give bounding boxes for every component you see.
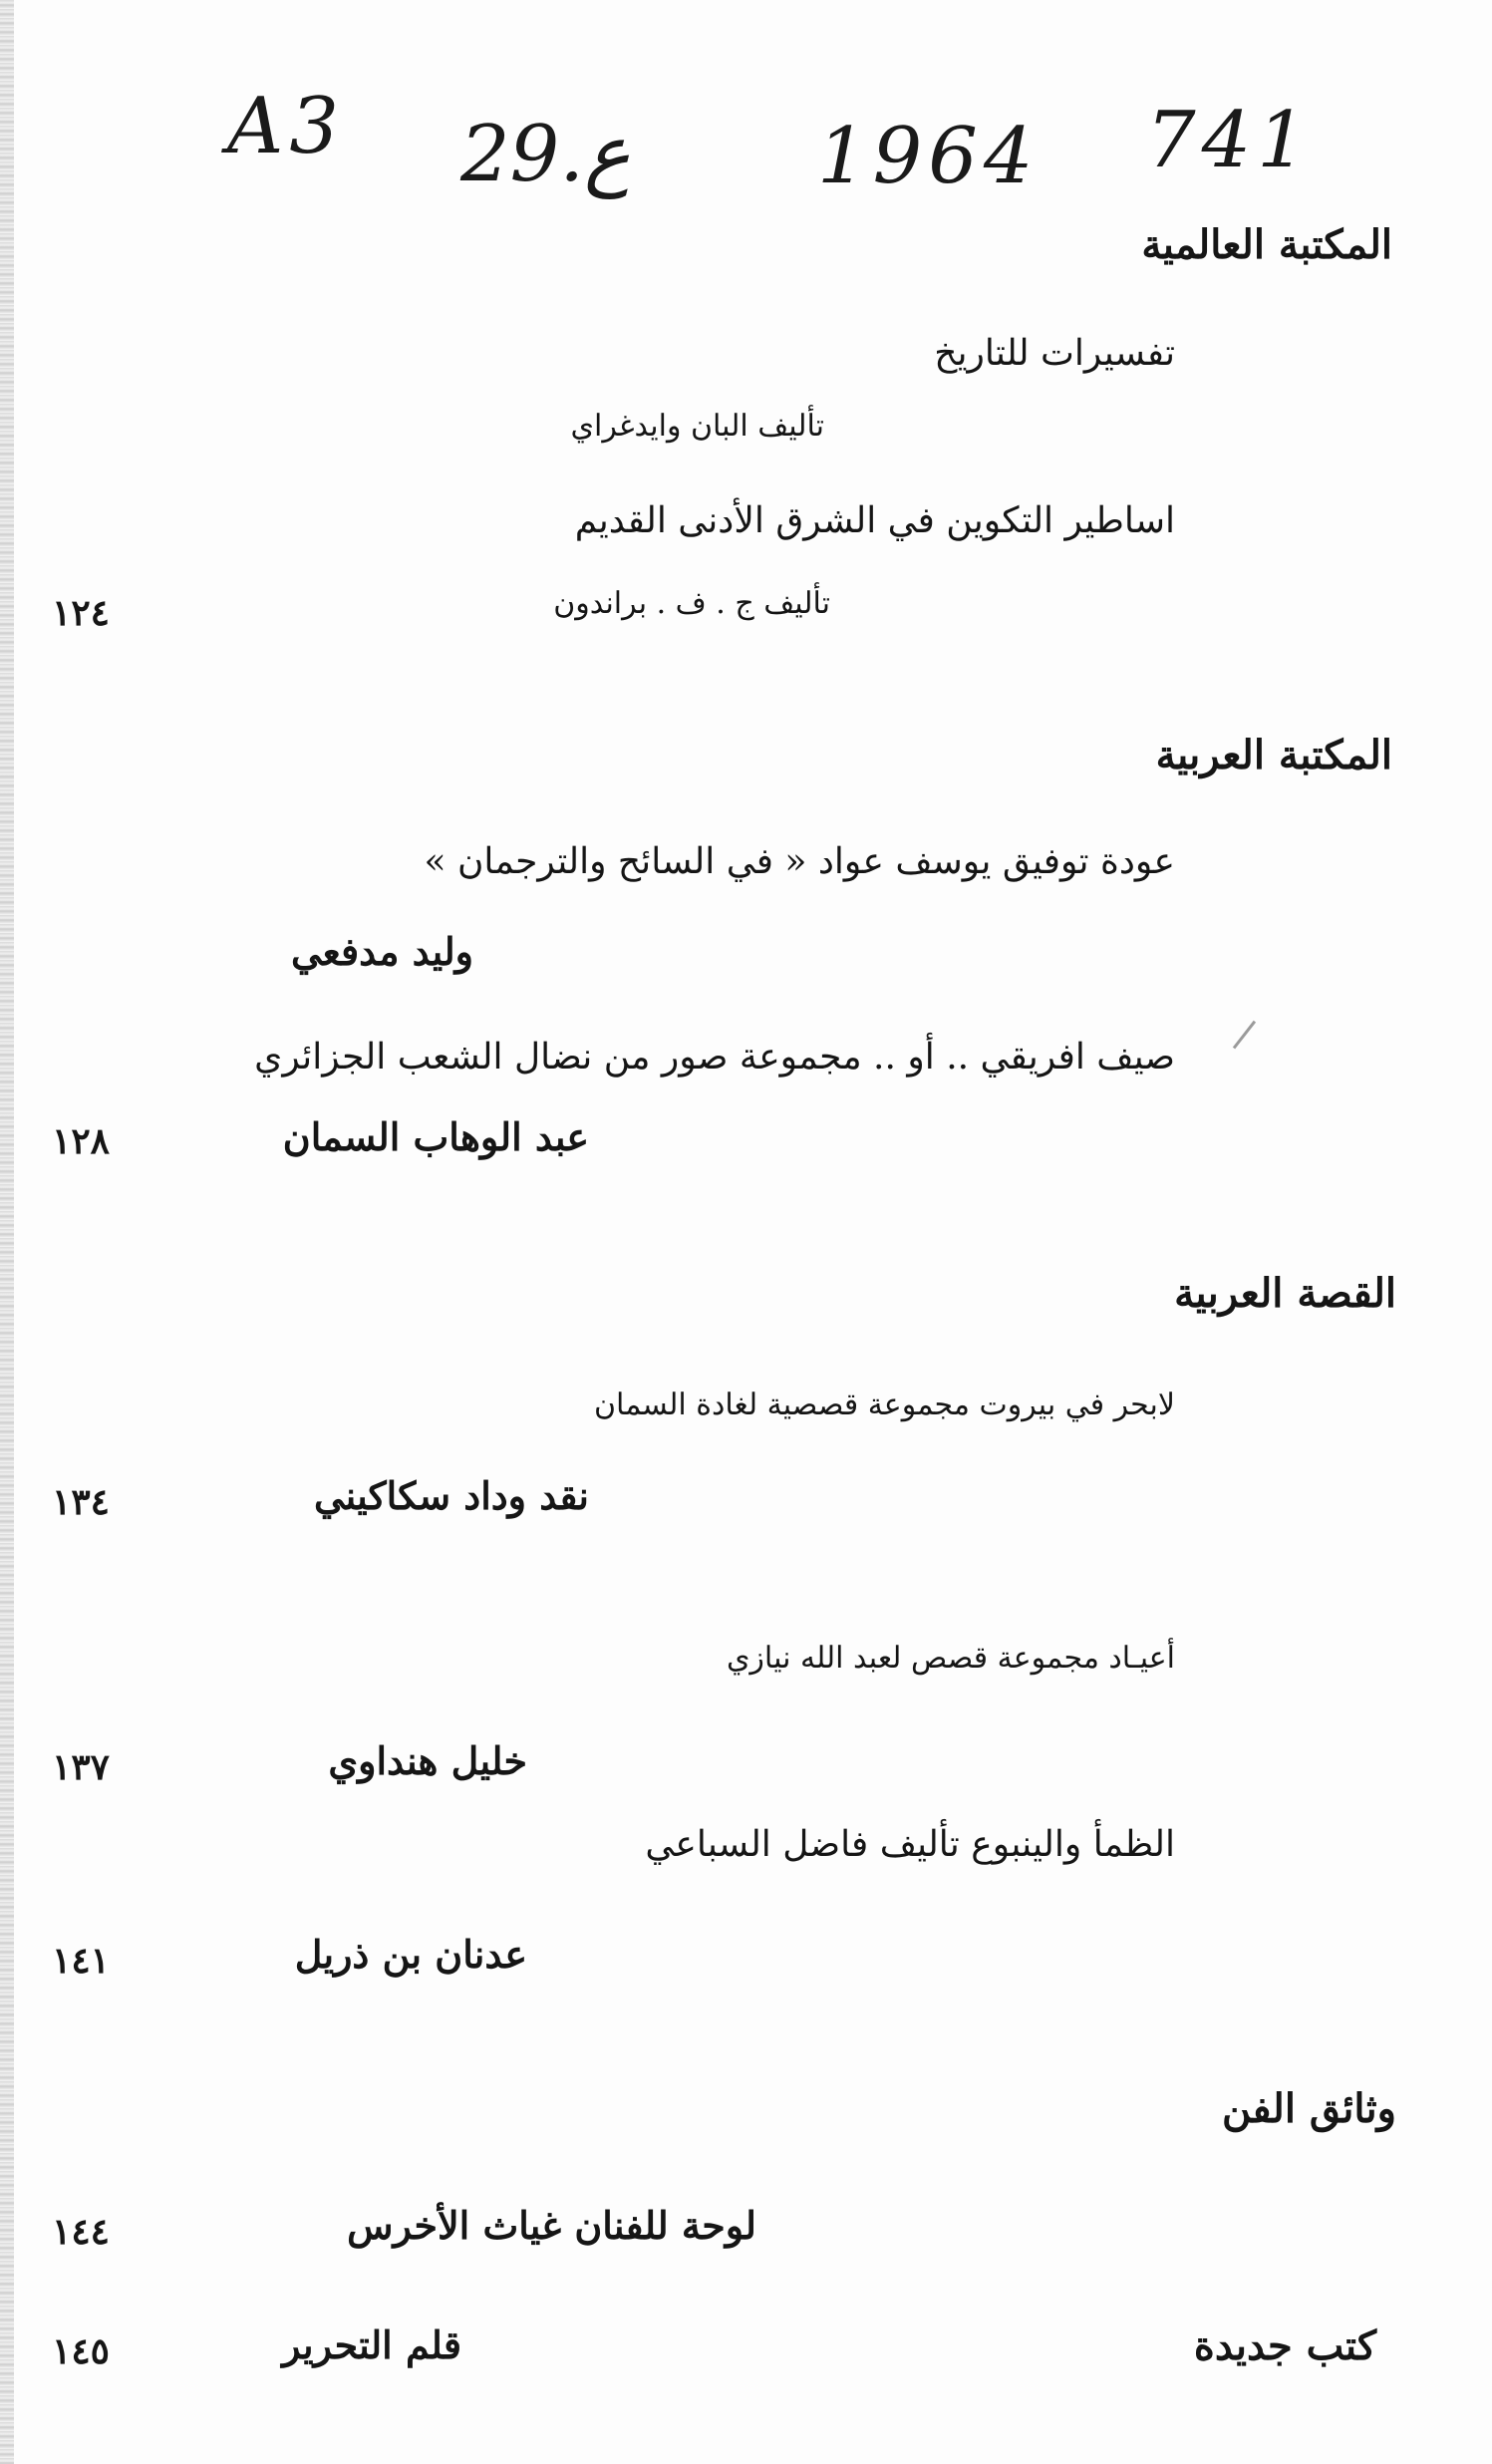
entry-author: عدنان بن ذريل: [294, 1932, 527, 1977]
page-number: ١٤٥: [52, 2330, 111, 2372]
page-number: ١٤١: [52, 1940, 111, 1982]
handwritten-issue: 29.ع: [460, 110, 631, 199]
entry-title: لابحر في بيروت مجموعة قصصية لغادة السمان: [594, 1387, 1175, 1422]
entry-title: تفسيرات للتاريخ: [934, 333, 1175, 374]
entry-byline: تأليف البان وايدغراي: [570, 409, 824, 444]
page-number: ١٣٤: [52, 1481, 111, 1523]
handwritten-number: 741: [1146, 96, 1313, 185]
page-number: ١٢٤: [52, 592, 111, 634]
section-heading-art-documents: وثائق الفن: [1221, 2085, 1396, 2132]
entry-author: وليد مدفعي: [290, 929, 473, 974]
entry-title: لوحة للفنان غياث الأخرس: [347, 2203, 756, 2248]
entry-byline: تأليف ج . ف . براندون: [553, 586, 830, 621]
entry-title: عودة توفيق يوسف عواد « في السائح والترجمان »: [424, 841, 1175, 882]
handwritten-year: 1964: [817, 112, 1040, 201]
entry-title: قلم التحرير: [282, 2322, 461, 2367]
page-number: ١٢٨: [52, 1120, 111, 1162]
entry-title: الظمأ والينبوع تأليف فاضل السباعي: [645, 1824, 1175, 1865]
page-edge: [0, 0, 14, 2464]
entry-title: أعيـاد مجموعة قصص لعبد الله نيازي: [726, 1641, 1175, 1676]
entry-author: خليل هنداوي: [328, 1738, 527, 1783]
entry-title: صيف افريقي .. أو .. مجموعة صور من نضال الشعب الجزائري: [254, 1037, 1175, 1078]
stray-pen-mark: [1233, 1021, 1256, 1050]
entry-title: اساطير التكوين في الشرق الأدنى القديم: [574, 500, 1175, 541]
entry-author: عبد الوهاب السمان: [282, 1114, 589, 1159]
section-heading-arab-story: القصة العربية: [1174, 1270, 1396, 1317]
section-heading-arab-library: المكتبة العربية: [1155, 732, 1392, 778]
entry-author: نقد وداد سكاكيني: [313, 1473, 589, 1518]
page-number: ١٤٤: [52, 2211, 111, 2253]
section-heading-new-books: كتب جديدة: [1193, 2322, 1376, 2369]
page-number: ١٣٧: [52, 1746, 111, 1788]
handwritten-code: A3: [227, 82, 345, 171]
section-heading-world-library: المكتبة العالمية: [1141, 221, 1392, 268]
